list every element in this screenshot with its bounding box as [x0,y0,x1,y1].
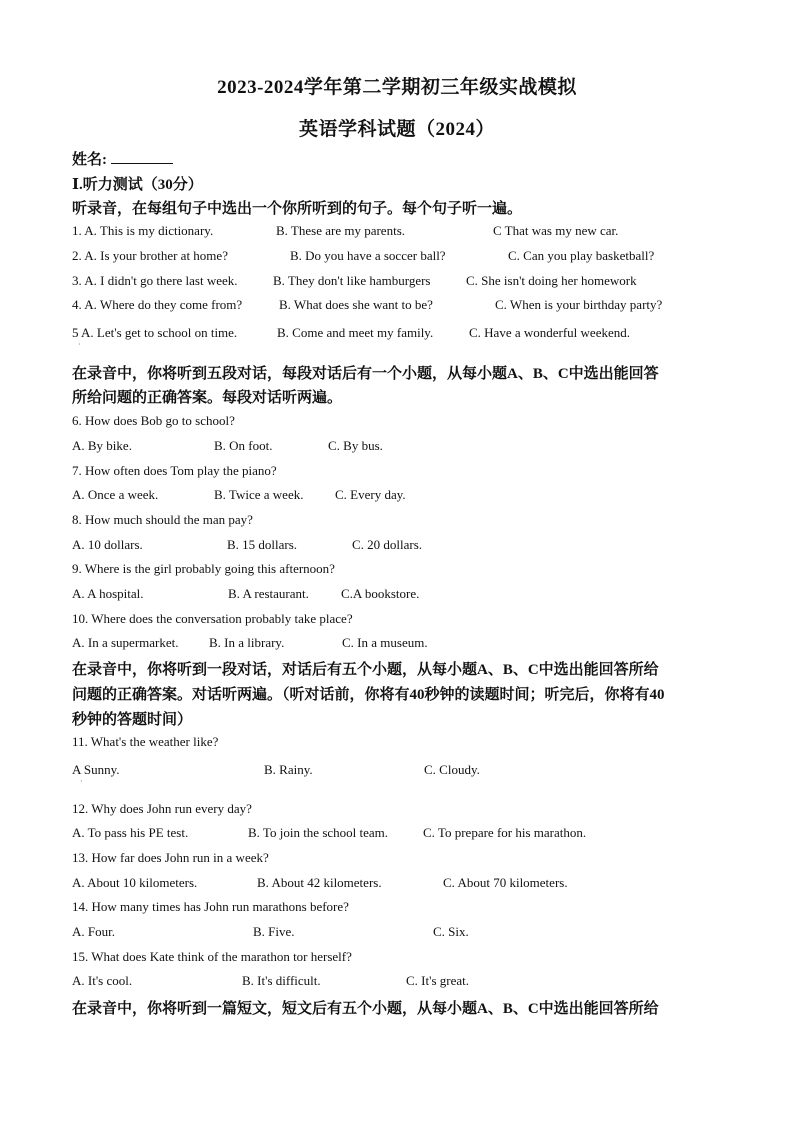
question-15: 15. What does Kate think of the marathon tor herself? [72,949,352,964]
name-label: 姓名: [72,152,107,168]
question-1-option-a: 1. A. This is my dictionary. [72,223,214,238]
question-10: 10. Where does the conversation probably take place? [72,611,353,626]
question-8-option-c: C. 20 dollars. [352,537,423,552]
question-4-option-c: C. When is your birthday party? [495,297,663,312]
question-15-option-b: B. It's difficult. [242,973,321,988]
question-13-option-c: C. About 70 kilometers. [443,875,568,890]
question-14-option-a: A. Four. [72,924,115,939]
question-7-option-b: B. Twice a week. [214,487,304,502]
question-2-option-b: B. Do you have a soccer ball? [290,248,446,263]
question-7: 7. How often does Tom play the piano? [72,463,277,478]
question-6-option-b: B. On foot. [214,438,273,453]
section1-heading: Ⅰ.听力测试（30分） [72,177,203,193]
instructions-part2-line2: 所给问题的正确答案。每段对话听两遍。 [72,390,343,406]
question-15-option-c: C. It's great. [406,973,469,988]
question-2-option-a: 2. A. Is your brother at home? [72,248,228,263]
question-1-option-b: B. These are my parents. [276,223,405,238]
question-6-option-c: C. By bus. [328,438,383,453]
instructions-part4-line1: 在录音中，你将听到一篇短文，短文后有五个小题，从每小题A、B、C中选出能回答所给 [72,1001,659,1017]
question-15-option-a: A. It's cool. [72,973,133,988]
question-5-option-b: B. Come and meet my family. [277,325,434,340]
stray-mark: · [80,777,83,786]
question-6-option-a: A. By bike. [72,438,132,453]
question-6: 6. How does Bob go to school? [72,413,235,428]
question-13-option-b: B. About 42 kilometers. [257,875,382,890]
name-blank[interactable] [111,151,173,164]
question-5-option-a: 5 A. Let's get to school on time. [72,325,238,340]
exam-title: 2023-2024学年第二学期初三年级实战模拟 [217,77,577,98]
question-1-option-c: C That was my new car. [493,223,619,238]
instructions-part3-line1: 在录音中，你将听到一段对话，对话后有五个小题，从每小题A、B、C中选出能回答所给 [72,662,659,678]
instructions-part2-line1: 在录音中，你将听到五段对话，每段对话后有一个小题，从每小题A、B、C中选出能回答 [72,366,659,382]
instructions-part3-line2: 问题的正确答案。对话听两遍。（听对话前，你将有40秒钟的读题时间；听完后，你将有40 [72,687,665,703]
question-2-option-c: C. Can you play basketball? [508,248,655,263]
question-10-option-b: B. In a library. [209,635,285,650]
question-9-option-c: C.A bookstore. [341,586,420,601]
question-12-option-b: B. To join the school team. [248,825,389,840]
instructions-part1: 听录音，在每组句子中选出一个你所听到的句子。每个句子听一遍。 [72,201,523,217]
question-9: 9. Where is the girl probably going this afternoon? [72,561,335,576]
question-8-option-b: B. 15 dollars. [227,537,298,552]
question-14-option-b: B. Five. [253,924,295,939]
question-11-option-b: B. Rainy. [264,762,313,777]
question-10-option-a: A. In a supermarket. [72,635,179,650]
name-field [72,148,173,169]
question-3-option-b: B. They don't like hamburgers [273,273,431,288]
question-11-option-c: C. Cloudy. [424,762,480,777]
question-13: 13. How far does John run in a week? [72,850,269,865]
question-13-option-a: A. About 10 kilometers. [72,875,198,890]
stray-mark: · [78,340,81,349]
question-14: 14. How many times has John run marathons before? [72,899,349,914]
question-14-option-c: C. Six. [433,924,469,939]
question-7-option-a: A. Once a week. [72,487,159,502]
question-9-option-b: B. A restaurant. [228,586,309,601]
question-12-option-c: C. To prepare for his marathon. [423,825,587,840]
question-9-option-a: A. A hospital. [72,586,144,601]
question-11: 11. What's the weather like? [72,734,219,749]
question-4-option-a: 4. A. Where do they come from? [72,297,243,312]
question-10-option-c: C. In a museum. [342,635,428,650]
instructions-part3-line3: 秒钟的答题时间） [72,712,193,728]
question-4-option-b: B. What does she want to be? [279,297,433,312]
exam-subtitle: 英语学科试题（2024） [298,119,495,140]
question-12: 12. Why does John run every day? [72,801,252,816]
question-5-option-c: C. Have a wonderful weekend. [469,325,630,340]
question-7-option-c: C. Every day. [335,487,406,502]
question-3-option-c: C. She isn't doing her homework [466,273,637,288]
question-8-option-a: A. 10 dollars. [72,537,143,552]
question-11-option-a: A Sunny. [72,762,120,777]
question-12-option-a: A. To pass his PE test. [72,825,189,840]
question-8: 8. How much should the man pay? [72,512,253,527]
question-3-option-a: 3. A. I didn't go there last week. [72,273,238,288]
